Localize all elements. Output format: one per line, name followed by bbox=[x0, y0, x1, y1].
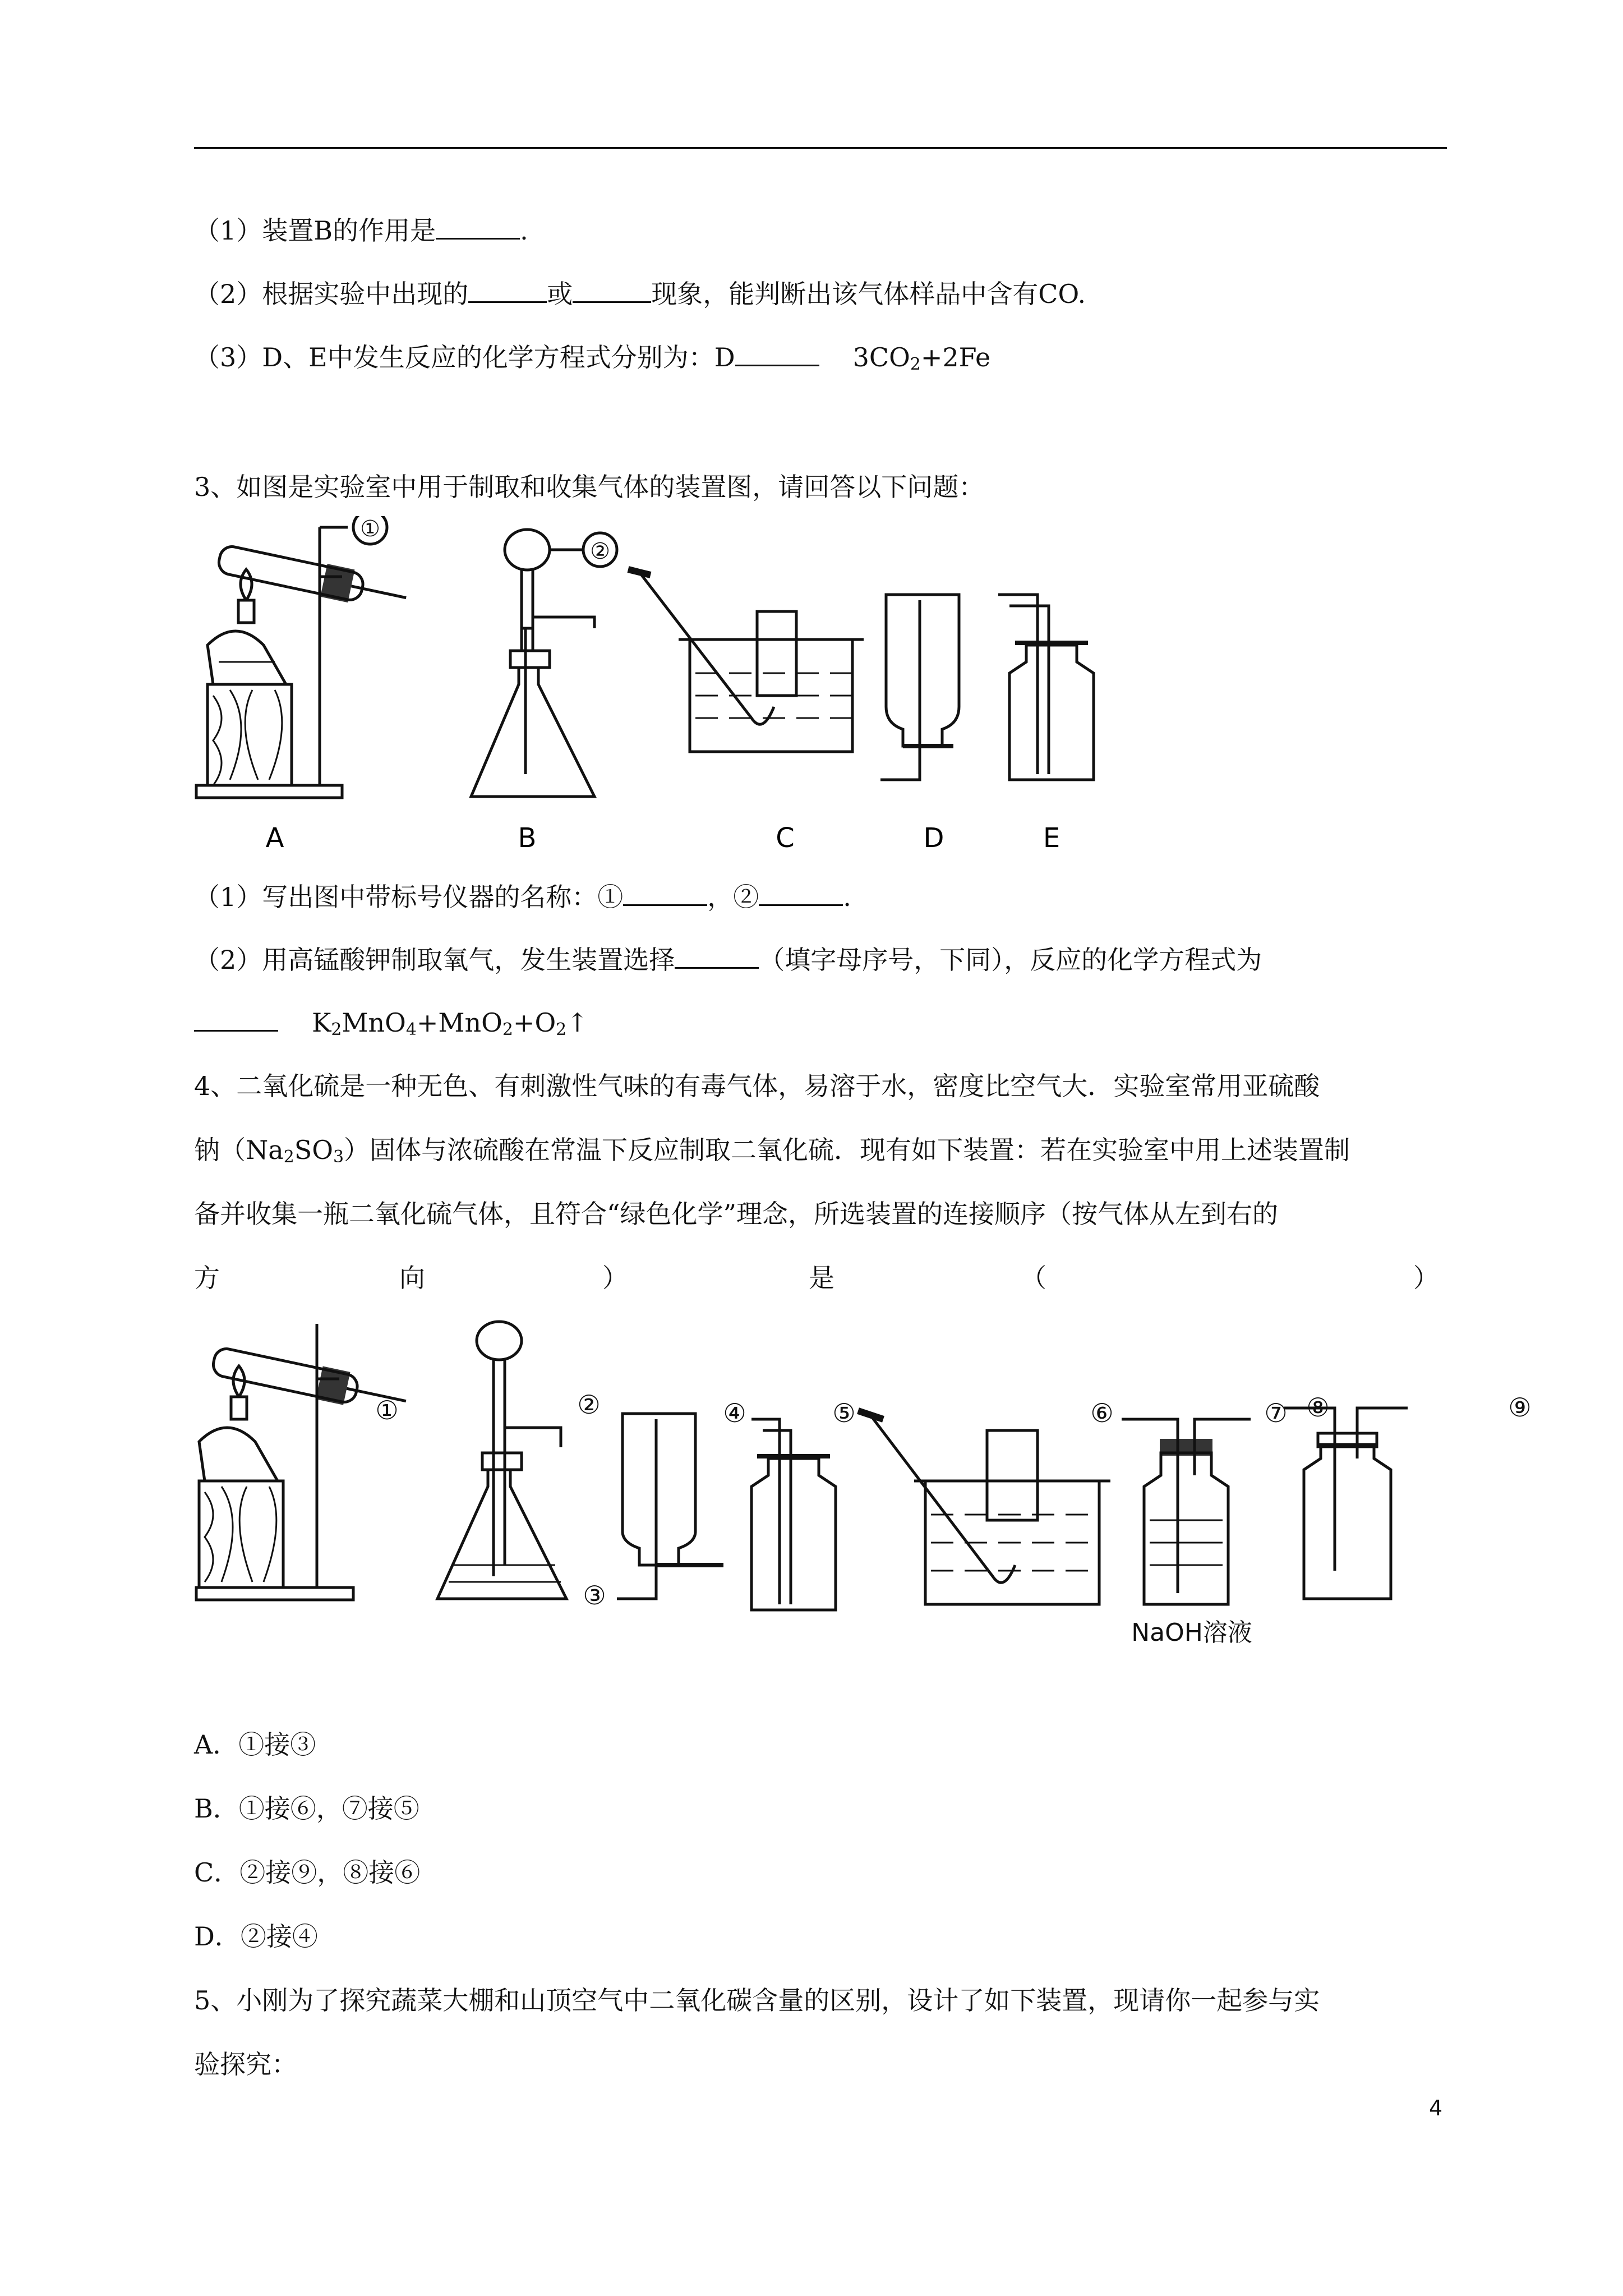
option-b: B．①接⑥，⑦接⑤ bbox=[194, 1793, 419, 1824]
q4-line-2-b: SO bbox=[294, 1135, 333, 1165]
q2-item-3-text: （3）D、E中发生反应的化学方程式分别为：D bbox=[194, 342, 735, 372]
q4-sub: 2 bbox=[283, 1147, 294, 1167]
marker-8: ⑧ bbox=[1306, 1392, 1330, 1423]
q2-item-1-text: （1）装置B的作用是 bbox=[194, 215, 436, 246]
eq-gas-arrow: ↑ bbox=[566, 1007, 588, 1038]
header-rule bbox=[194, 147, 1447, 149]
apparatus-c bbox=[628, 569, 864, 752]
q3-item-2-end: （填字母序号，下同），反应的化学方程式为 bbox=[759, 945, 1262, 975]
apparatus-a bbox=[196, 516, 409, 798]
q2-item-3-formula: 3CO bbox=[852, 342, 910, 372]
label-b: B bbox=[518, 822, 537, 854]
label-e: E bbox=[1043, 822, 1061, 854]
q4-sub: 3 bbox=[333, 1147, 344, 1167]
q4-figure bbox=[191, 1318, 1548, 1644]
q3-apparatus-svg bbox=[191, 516, 1189, 858]
marker-1: ① bbox=[375, 1395, 399, 1425]
apparatus-naoh-bottle bbox=[1122, 1419, 1251, 1604]
label-a: A bbox=[265, 822, 284, 854]
q4-word: 向 bbox=[399, 1263, 425, 1293]
q2-item-2 bbox=[194, 277, 1086, 311]
marker-3: ③ bbox=[583, 1580, 606, 1611]
answer-blank bbox=[573, 277, 651, 303]
q2-item-1 bbox=[194, 213, 528, 247]
marker-4: ④ bbox=[723, 1398, 746, 1428]
marker-7: ⑦ bbox=[1264, 1398, 1288, 1428]
apparatus-1 bbox=[196, 1324, 409, 1600]
q4-word: ） bbox=[1413, 1263, 1439, 1293]
marker-1: ① bbox=[360, 516, 380, 542]
eq-sub: 2 bbox=[331, 1019, 342, 1039]
option-a: A．①接③ bbox=[194, 1729, 316, 1760]
option-c: C．②接⑨，⑧接⑥ bbox=[194, 1857, 421, 1888]
apparatus-8-9 bbox=[1284, 1408, 1408, 1599]
q3-item-1-text: （1）写出图中带标号仪器的名称：① bbox=[194, 882, 624, 912]
eq-sub: 2 bbox=[556, 1019, 567, 1039]
answer-blank bbox=[468, 277, 547, 303]
eq-k: K bbox=[312, 1007, 331, 1038]
apparatus-e bbox=[998, 595, 1094, 780]
q2-item-3 bbox=[194, 340, 990, 381]
marker-2: ② bbox=[577, 1389, 601, 1420]
answer-blank bbox=[759, 880, 843, 906]
label-c: C bbox=[776, 822, 795, 854]
q4-apparatus-svg bbox=[191, 1318, 1548, 1644]
q3-item-2-text: （2）用高锰酸钾制取氧气，发生装置选择 bbox=[194, 945, 675, 975]
q3-stem: 3、如图是实验室中用于制取和收集气体的装置图，请回答以下问题： bbox=[194, 472, 985, 502]
q4-line-1: 4、二氧化硫是一种无色、有刺激性气味的有毒气体，易溶于水，密度比空气大．实验室常用亚硫酸 bbox=[194, 1071, 1320, 1101]
q2-item-3-sub: 2 bbox=[910, 354, 921, 374]
apparatus-2 bbox=[437, 1322, 566, 1599]
apparatus-3 bbox=[617, 1414, 723, 1599]
q4-line-2-a: 钠（Na bbox=[194, 1135, 284, 1165]
q3-item-1 bbox=[194, 880, 851, 914]
eq-o2: +O bbox=[513, 1007, 556, 1038]
q4-line-2 bbox=[194, 1133, 1350, 1174]
answer-blank bbox=[675, 942, 759, 969]
eq-sub: 2 bbox=[502, 1019, 513, 1039]
q4-word: 方 bbox=[194, 1263, 220, 1293]
q5-line-1: 5、小刚为了探究蔬菜大棚和山顶空气中二氧化碳含量的区别，设计了如下装置，现请你一起参与实 bbox=[194, 1985, 1320, 2016]
q2-item-2-end: 现象，能判断出该气体样品中含有CO. bbox=[651, 279, 1086, 309]
q3-equation bbox=[194, 1005, 588, 1047]
label-d: D bbox=[923, 822, 944, 854]
answer-blank bbox=[623, 880, 707, 906]
marker-6: ⑥ bbox=[1090, 1398, 1114, 1428]
eq-mno2: +MnO bbox=[416, 1007, 502, 1038]
q3-item-1-mid: ，② bbox=[707, 882, 759, 912]
q4-word: （ bbox=[1021, 1263, 1046, 1293]
q3-figure bbox=[191, 516, 1189, 858]
answer-blank bbox=[194, 1005, 278, 1032]
q4-line-3: 备并收集一瓶二氧化硫气体，且符合“绿色化学”理念，所选装置的连接顺序（按气体从左到右的 bbox=[194, 1199, 1279, 1229]
q2-item-2-or: 或 bbox=[547, 279, 573, 309]
answer-blank bbox=[436, 213, 520, 240]
q3-item-1-end: . bbox=[843, 882, 851, 912]
naoh-solution-label: NaOH溶液 bbox=[1131, 1618, 1252, 1644]
apparatus-d bbox=[880, 595, 959, 780]
marker-5: ⑤ bbox=[832, 1398, 856, 1428]
q4-word: 是 bbox=[809, 1263, 834, 1293]
eq-mno: MnO bbox=[342, 1007, 406, 1038]
q3-item-2 bbox=[194, 942, 1262, 977]
apparatus-5 bbox=[858, 1411, 1110, 1604]
q5-line-2: 验探究： bbox=[194, 2049, 297, 2079]
option-d: D．②接④ bbox=[194, 1921, 318, 1952]
q4-word: ） bbox=[602, 1263, 628, 1293]
eq-sub: 4 bbox=[405, 1019, 417, 1039]
q2-item-2-text: （2）根据实验中出现的 bbox=[194, 279, 469, 309]
marker-2: ② bbox=[590, 539, 610, 564]
q4-line-2-c: ）固体与浓硫酸在常温下反应制取二氧化硫．现有如下装置：若在实验室中用上述装置制 bbox=[343, 1135, 1350, 1165]
marker-9: ⑨ bbox=[1508, 1392, 1532, 1423]
q2-item-1-end: . bbox=[520, 215, 528, 246]
page-number: 4 bbox=[1429, 2096, 1443, 2120]
apparatus-b bbox=[471, 530, 617, 797]
q2-item-3-tail: +2Fe bbox=[920, 342, 991, 372]
answer-blank bbox=[735, 340, 819, 366]
